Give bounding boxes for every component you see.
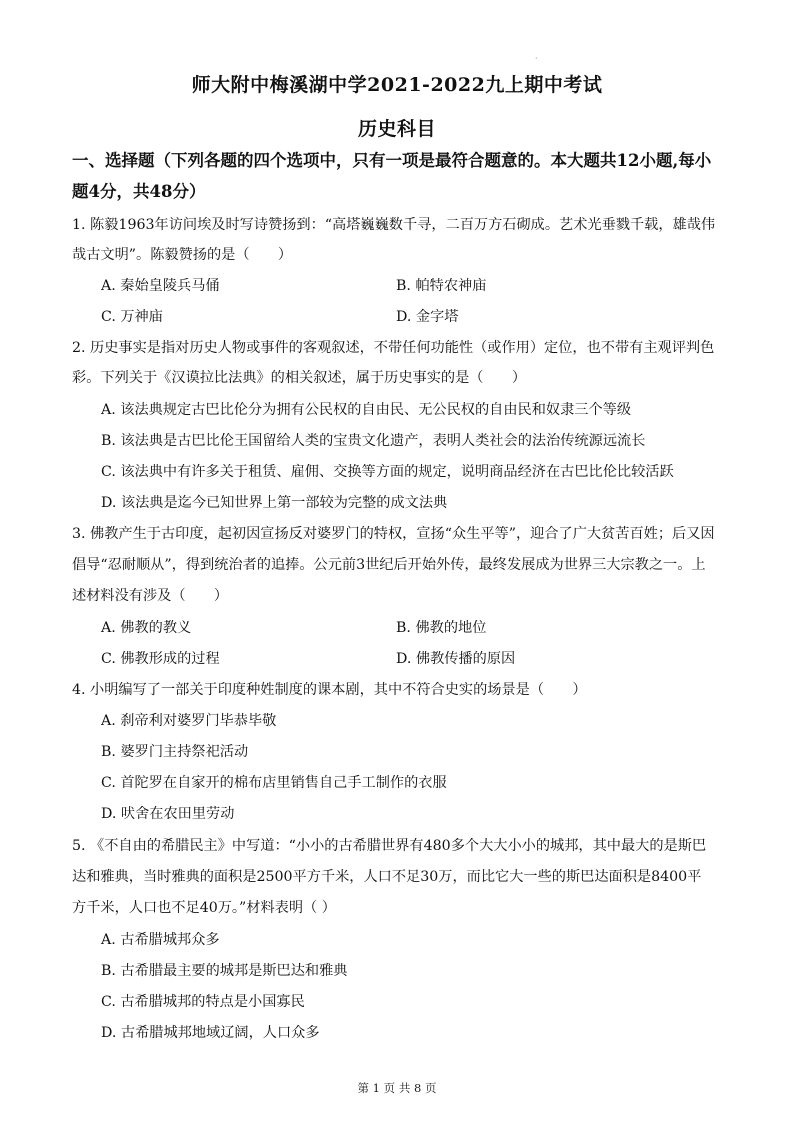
question-2-stem: 彩。下列关于《汉谟拉比法典》的相关叙述，属于历史事实的是（ ） xyxy=(72,370,527,386)
subject-title: 历史科目 xyxy=(357,118,436,140)
question-5-option-d: D. 古希腊城邦地域辽阔，人口众多 xyxy=(101,1025,320,1041)
question-2-option-b: B. 该法典是古巴比伦王国留给人类的宝贵文化遗产，表明人类社会的法治传统源远流长 xyxy=(101,433,646,449)
question-2-stem: 2. 历史事实是指对历史人物或事件的客观叙述，不带任何功能性（或作用）定位，也不带有主观评判色 xyxy=(72,340,715,356)
scan-mark: · xyxy=(535,54,538,63)
question-3-option-b: B. 佛教的地位 xyxy=(396,620,487,636)
question-4-stem: 4. 小明编写了一部关于印度种姓制度的课本剧，其中不符合史实的场景是（ ） xyxy=(72,682,587,698)
question-2-option-a: A. 该法典规定古巴比伦分为拥有公民权的自由民、无公民权的自由民和奴隶三个等级 xyxy=(101,402,632,418)
question-3-option-c: C. 佛教形成的过程 xyxy=(101,651,220,667)
exam-title: 师大附中梅溪湖中学2021-2022九上期中考试 xyxy=(191,74,603,96)
section-heading xyxy=(72,145,732,207)
question-5-stem: 5. 《不自由的希腊民主》中写道：“小小的古希腊世界有480多个大大小小的城邦，其中最大的是斯巴 xyxy=(72,838,707,854)
question-5-option-a: A. 古希腊城邦众多 xyxy=(101,932,220,948)
question-1-option-b: B. 帕特农神庙 xyxy=(396,278,487,294)
question-3-stem: 3. 佛教产生于古印度，起初因宣扬反对婆罗门的特权，宣扬“众生平等”，迎合了广大贫苦百姓；后又因 xyxy=(72,526,715,542)
question-3-option-d: D. 佛教传播的原因 xyxy=(396,651,516,667)
question-4-option-d: D. 吠舍在农田里劳动 xyxy=(101,806,235,822)
question-1-stem: 哉古文明”。陈毅赞扬的是（ ） xyxy=(72,247,293,263)
question-5-option-b: B. 古希腊最主要的城邦是斯巴达和雅典 xyxy=(101,963,348,979)
question-4-option-b: B. 婆罗门主持祭祀活动 xyxy=(101,744,249,760)
section-heading-line: 一、选择题（下列各题的四个选项中，只有一项是最符合题意的。本大题共12小题,每小 xyxy=(72,151,712,170)
question-2-option-c: C. 该法典中有许多关于租赁、雇佣、交换等方面的规定，说明商品经济在古巴比伦比较活跃 xyxy=(101,464,674,480)
question-1-stem: 1. 陈毅1963年访问埃及时写诗赞扬到：“高塔巍巍数千寻，二百万方石砌成。艺术光垂戮千载，雄哉伟 xyxy=(72,217,716,233)
section-heading-line: 题4分，共48分） xyxy=(72,182,206,201)
question-3-stem: 述材料没有涉及（ ） xyxy=(72,588,229,604)
question-5-stem: 达和雅典，当时雅典的面积是2500平方千米，人口不足30万，而比它大一些的斯巴达面积是8400平 xyxy=(72,869,702,885)
question-3-option-a: A. 佛教的教义 xyxy=(101,620,192,636)
question-4-option-c: C. 首陀罗在自家开的棉布店里销售自己手工制作的衣服 xyxy=(101,775,447,791)
question-3-stem: 倡导“忍耐顺从”，得到统治者的追捧。公元前3世纪后开始外传，最终发展成为世界三大宗教之一。上 xyxy=(72,557,706,573)
question-5-stem: 方千米，人口也不足40万。”材料表明（ ） xyxy=(72,900,336,916)
question-5-option-c: C. 古希腊城邦的特点是小国寡民 xyxy=(101,994,305,1010)
question-1-option-a: A. 秦始皇陵兵马俑 xyxy=(101,278,220,294)
question-1-option-c: C. 万神庙 xyxy=(101,309,163,325)
question-2-option-d: D. 该法典是迄今已知世界上第一部较为完整的成文法典 xyxy=(101,495,448,511)
question-1-option-d: D. 金字塔 xyxy=(396,309,459,325)
question-4-option-a: A. 刹帝利对婆罗门毕恭毕敬 xyxy=(101,713,277,729)
page-number: 第 1 页 共 8 页 xyxy=(357,1081,437,1095)
